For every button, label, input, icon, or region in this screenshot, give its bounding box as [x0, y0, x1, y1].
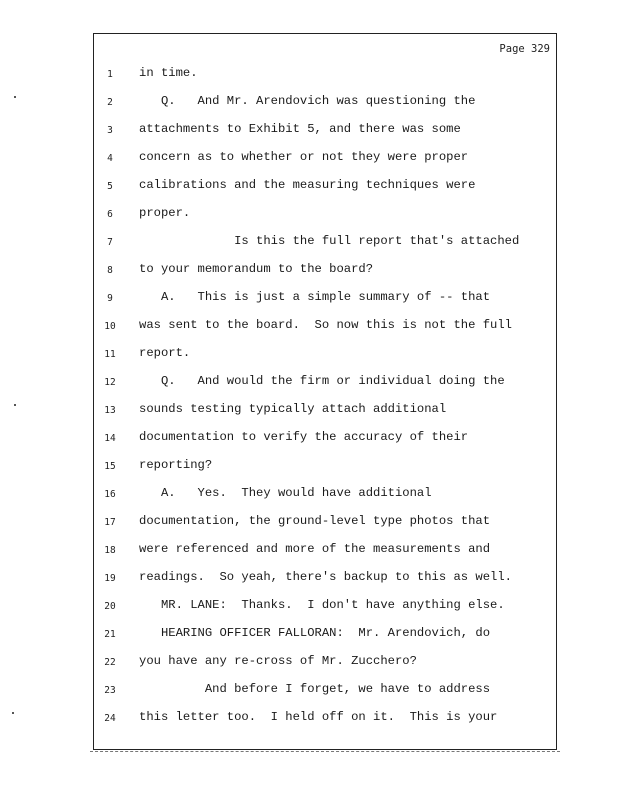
line-text: Q. And would the firm or individual doing the: [139, 374, 505, 388]
line-number: 14: [104, 433, 116, 444]
transcript-line: [0, 150, 618, 170]
transcript-line: [0, 66, 618, 86]
line-number: 5: [107, 181, 113, 192]
line-number: 18: [104, 545, 116, 556]
transcript-line: [0, 542, 618, 562]
line-text: concern as to whether or not they were proper: [139, 150, 469, 164]
line-number: 22: [104, 657, 116, 668]
line-number: 1: [107, 69, 113, 80]
line-text: to your memorandum to the board?: [139, 262, 374, 276]
line-text: A. Yes. They would have additional: [139, 486, 432, 500]
transcript-line: [0, 346, 618, 366]
page-number: Page 329: [499, 43, 550, 55]
line-text: reporting?: [139, 458, 213, 472]
line-text: sounds testing typically attach additional: [139, 402, 447, 416]
line-number: 19: [104, 573, 116, 584]
line-text: were referenced and more of the measurements and: [139, 542, 491, 556]
transcript-line: [0, 570, 618, 590]
scan-speck: [12, 712, 14, 714]
line-text: documentation, the ground-level type photos that: [139, 514, 491, 528]
transcript-line: [0, 318, 618, 338]
line-text: calibrations and the measuring techniques were: [139, 178, 476, 192]
line-text: this letter too. I held off on it. This is your: [139, 710, 498, 724]
line-text: attachments to Exhibit 5, and there was some: [139, 122, 461, 136]
transcript-line: [0, 290, 618, 310]
scan-speck: [14, 404, 16, 406]
transcript-line: [0, 710, 618, 730]
line-number: 2: [107, 97, 113, 108]
line-text: was sent to the board. So now this is not the full: [139, 318, 512, 332]
line-number: 17: [104, 517, 116, 528]
transcript-line: [0, 402, 618, 422]
line-text: readings. So yeah, there's backup to this as well.: [139, 570, 512, 584]
line-text: A. This is just a simple summary of -- that: [139, 290, 491, 304]
transcript-line: [0, 598, 618, 618]
line-number: 8: [107, 265, 113, 276]
line-text: proper.: [139, 206, 191, 220]
transcript-line: [0, 206, 618, 226]
line-number: 6: [107, 209, 113, 220]
line-number: 11: [104, 349, 116, 360]
transcript-line: [0, 514, 618, 534]
line-text: in time.: [139, 66, 198, 80]
line-text: And before I forget, we have to address: [139, 682, 491, 696]
transcript-line: [0, 682, 618, 702]
transcript-line: [0, 430, 618, 450]
line-number: 21: [104, 629, 116, 640]
line-text: report.: [139, 346, 191, 360]
line-number: 20: [104, 601, 116, 612]
line-number: 23: [104, 685, 116, 696]
line-number: 9: [107, 293, 113, 304]
line-text: MR. LANE: Thanks. I don't have anything else.: [139, 598, 505, 612]
line-number: 10: [104, 321, 116, 332]
line-number: 16: [104, 489, 116, 500]
line-number: 3: [107, 125, 113, 136]
transcript-line: [0, 94, 618, 114]
transcript-line: [0, 234, 618, 254]
line-text: you have any re-cross of Mr. Zucchero?: [139, 654, 417, 668]
page-bottom-edge: [90, 751, 560, 753]
line-number: 13: [104, 405, 116, 416]
transcript-line: [0, 374, 618, 394]
line-text: HEARING OFFICER FALLORAN: Mr. Arendovich, do: [139, 626, 491, 640]
transcript-line: [0, 262, 618, 282]
transcript-line: [0, 178, 618, 198]
line-number: 24: [104, 713, 116, 724]
line-number: 12: [104, 377, 116, 388]
line-number: 4: [107, 153, 113, 164]
transcript-line: [0, 626, 618, 646]
scan-speck: [14, 96, 16, 98]
line-text: Is this the full report that's attached: [139, 234, 520, 248]
line-text: Q. And Mr. Arendovich was questioning the: [139, 94, 476, 108]
line-text: documentation to verify the accuracy of their: [139, 430, 469, 444]
transcript-line: [0, 486, 618, 506]
transcript-line: [0, 458, 618, 478]
transcript-line: [0, 654, 618, 674]
transcript-line: [0, 122, 618, 142]
line-number: 7: [107, 237, 113, 248]
line-number: 15: [104, 461, 116, 472]
